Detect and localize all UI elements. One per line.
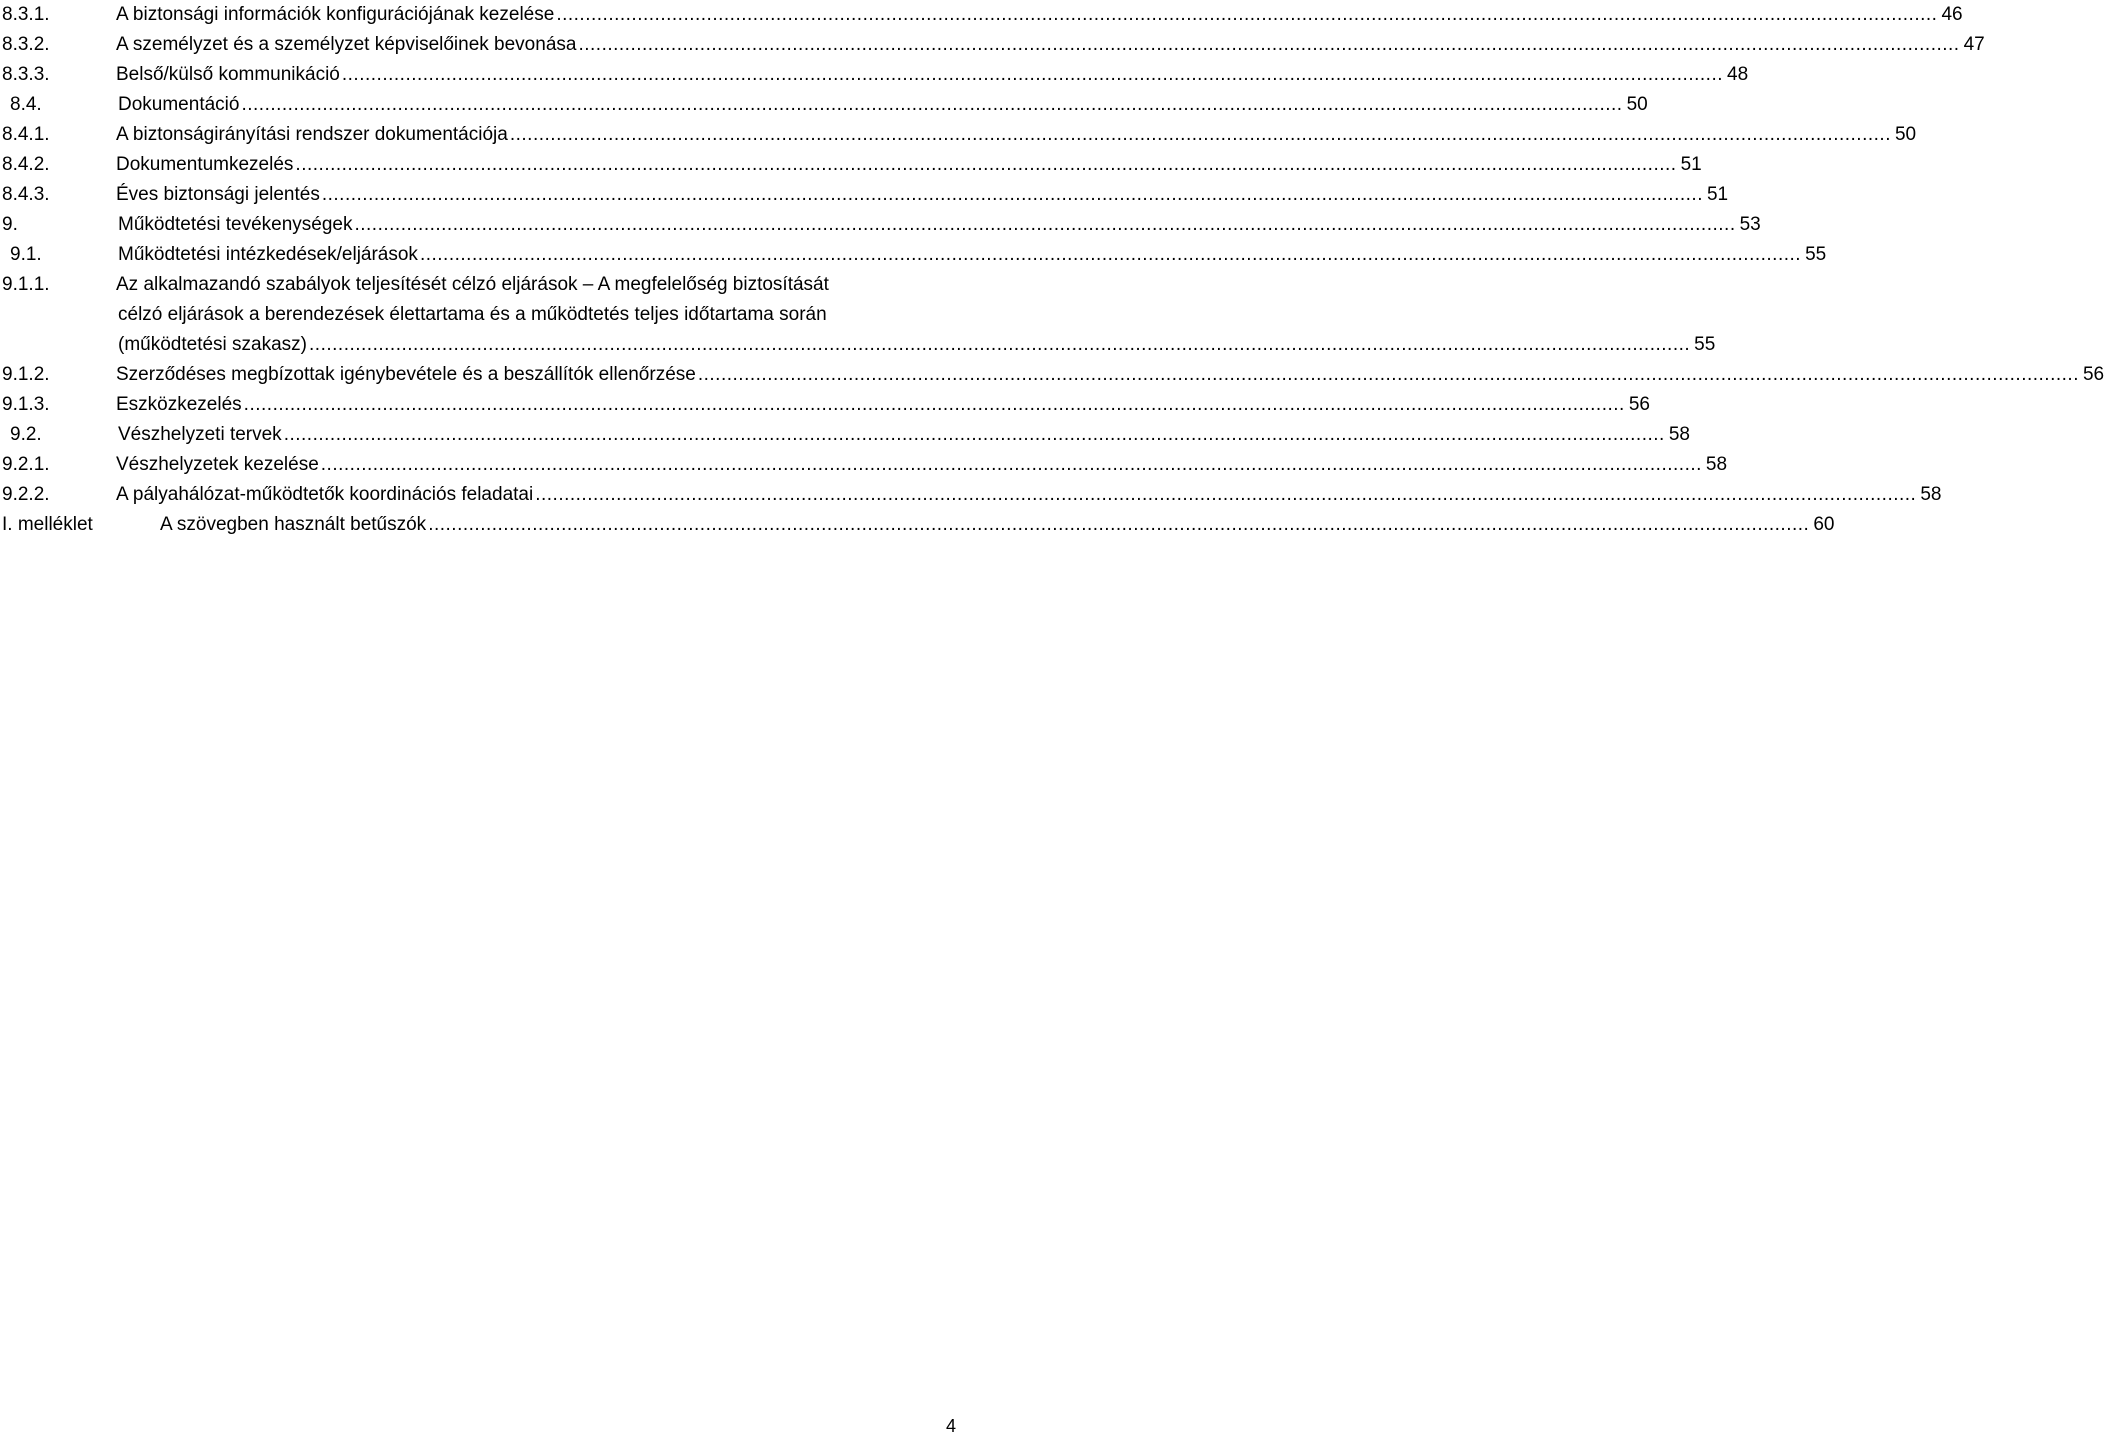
toc-title: Működtetési intézkedések/eljárások [118, 244, 418, 265]
dot-leader [696, 360, 2079, 390]
toc-number: I. melléklet [2, 514, 93, 535]
toc-number: 9.1. [10, 244, 42, 265]
toc-page: 47 [1963, 34, 1985, 55]
toc-page: 55 [1694, 334, 1716, 355]
dot-leader [320, 180, 1703, 210]
toc-page: 48 [1727, 64, 1749, 85]
toc-title: Éves biztonsági jelentés [116, 184, 320, 205]
toc-title: Működtetési tevékenységek [118, 214, 353, 235]
toc-number: 9.2.2. [2, 484, 50, 505]
toc-title: Belső/külső kommunikáció [116, 64, 340, 85]
toc-page: 56 [2082, 364, 2105, 385]
toc-number: 8.3.2. [2, 34, 50, 55]
toc-page: 50 [1626, 94, 1648, 115]
toc-page: 56 [1628, 394, 1650, 415]
toc-title: A pályahálózat-működtetők koordinációs feladatai [116, 484, 534, 505]
toc-entry-9-1[interactable] [0, 240, 1827, 270]
toc-entry-9-1-3[interactable] [0, 390, 1650, 420]
toc-number: 9.2.1. [2, 454, 50, 475]
toc-title: A személyzet és a személyzet képviselőinek bevonása [116, 34, 577, 55]
toc-page: 46 [1941, 4, 1963, 25]
toc-number: 9.1.3. [2, 394, 50, 415]
toc-page: 60 [1813, 514, 1835, 535]
toc-title-line-2: célzó eljárások a berendezések élettartama és a működtetés teljes időtartama során [118, 304, 827, 325]
toc-number: 9. [2, 214, 18, 235]
dot-leader [340, 60, 1723, 90]
toc-number: 8.3.3. [2, 64, 50, 85]
toc-page: 51 [1706, 184, 1729, 205]
dot-leader [307, 330, 1690, 360]
dot-leader [242, 390, 1625, 420]
dot-leader [508, 120, 1891, 150]
toc-number: 8.4.1. [2, 124, 50, 145]
dot-leader [426, 510, 1809, 540]
toc-page: 58 [1668, 424, 1690, 445]
toc-entry-9-2-2[interactable] [0, 480, 1942, 510]
page-number: 4 [945, 1416, 956, 1436]
toc-title: Dokumentáció [118, 94, 240, 115]
toc-title: A biztonsági információk konfigurációjának kezelése [116, 4, 555, 25]
toc-entry-8-4-3[interactable] [0, 180, 1729, 210]
toc-title-line-3: (működtetési szakasz) [118, 334, 308, 355]
toc-number: 8.4.3. [2, 184, 50, 205]
toc-page: 53 [1739, 214, 1761, 235]
toc-entry-9-2[interactable] [0, 420, 1690, 450]
toc-title: Vészhelyzeti tervek [118, 424, 282, 445]
dot-leader [293, 150, 1676, 180]
dot-leader [319, 450, 1702, 480]
dot-leader [554, 0, 1937, 30]
toc-page: 51 [1680, 154, 1702, 175]
toc-entry-8-3-1[interactable] [0, 0, 1963, 30]
dot-leader [352, 210, 1735, 240]
toc-number: 8.4. [10, 94, 42, 115]
toc-number: 8.3.1. [2, 4, 50, 25]
dot-leader [282, 420, 1665, 450]
toc-title: Szerződéses megbízottak igénybevétele és a beszállítók ellenőrzése [116, 364, 696, 385]
toc-entry-9[interactable] [0, 210, 1761, 240]
toc-entry-9-1-1[interactable] [0, 270, 1716, 360]
toc-page: 50 [1894, 124, 1917, 145]
toc-number: 9.1.2. [2, 364, 50, 385]
toc-entry-8-4-2[interactable] [0, 150, 1702, 180]
toc-number: 8.4.2. [2, 154, 50, 175]
toc-entry-8-4[interactable] [0, 90, 1648, 120]
toc-title-line-1: Az alkalmazandó szabályok teljesítését célzó eljárások – A megfelelőség biztosítását [116, 274, 829, 295]
toc-title: Eszközkezelés [116, 394, 242, 415]
dot-leader [239, 90, 1622, 120]
toc-title: A biztonságirányítási rendszer dokumentációja [116, 124, 508, 145]
toc-page: 55 [1805, 244, 1827, 265]
dot-leader [576, 30, 1959, 60]
toc-title: A szövegben használt betűszók [160, 514, 427, 535]
toc-page: 58 [1920, 484, 1942, 505]
table-of-contents [0, 0, 2105, 540]
toc-number: 9.2. [10, 424, 42, 445]
toc-entry-8-4-1[interactable] [0, 120, 1917, 150]
toc-number: 9.1.1. [2, 274, 50, 295]
toc-page: 58 [1705, 454, 1728, 475]
toc-entry-8-3-2[interactable] [0, 30, 1985, 60]
toc-entry-9-2-1[interactable] [0, 450, 1728, 480]
toc-entry-9-1-2[interactable] [0, 360, 2105, 390]
toc-entry-annex-1[interactable] [0, 510, 1835, 540]
toc-title: Vészhelyzetek kezelése [116, 454, 319, 475]
toc-entry-8-3-3[interactable] [0, 60, 1749, 90]
toc-title: Dokumentumkezelés [116, 154, 294, 175]
dot-leader [533, 480, 1916, 510]
dot-leader [418, 240, 1801, 270]
